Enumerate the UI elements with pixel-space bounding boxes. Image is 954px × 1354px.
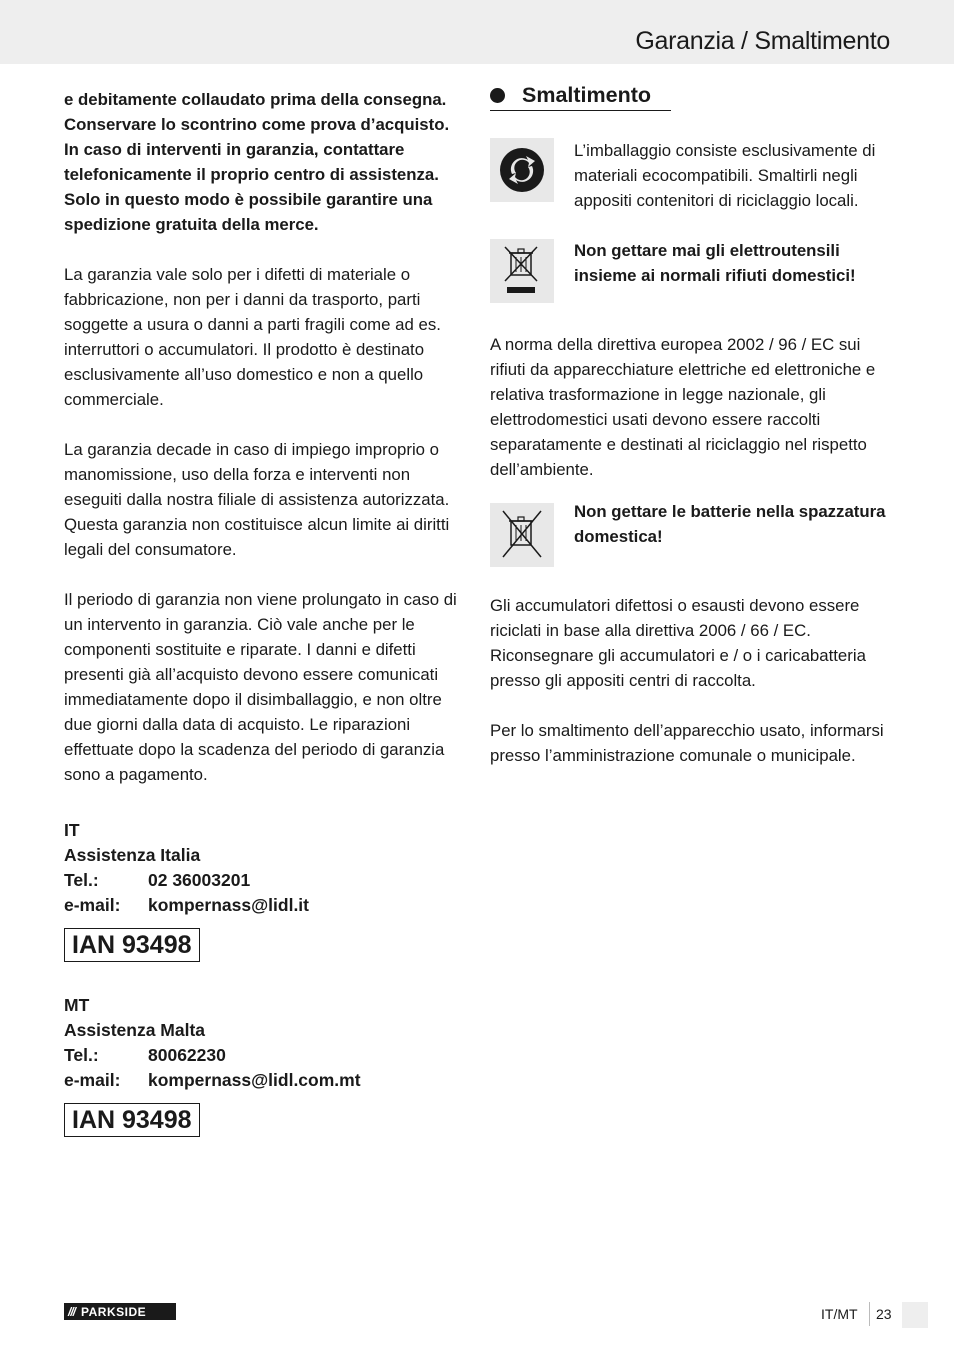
contact-malta: [64, 993, 464, 1137]
contact-country: IT: [64, 820, 80, 840]
weee-warning: Non gettare mai gli elettroutensili insieme ai normali rifiuti domestici!: [574, 241, 856, 285]
battery-block: [490, 499, 890, 567]
page-number: 23: [876, 1306, 892, 1322]
weee-text: A norma della direttiva europea 2002 / 96 / EC sui rifiuti da apparecchiature elettriche ed elettroniche e relativa trasformazione in legge nazionale, gli elettrodomestici usati devono essere raccolti separatamente e destinati al riciclaggio nel rispetto dell’ambiente.: [490, 335, 876, 479]
page-title: Garanzia / Smaltimento: [635, 27, 890, 55]
footer-tab: [902, 1302, 928, 1328]
packaging-text: L’imballaggio consiste esclusivamente di materiali ecocompatibili. Smaltirli negli appositi contenitori di riciclaggio locali.: [574, 141, 876, 210]
disposal-text: Per lo smaltimento dell’apparecchio usato, informarsi presso l’amministrazione comunale o municipale.: [490, 721, 884, 765]
left-column: [64, 87, 464, 1137]
tel-label: Tel.:: [64, 870, 99, 890]
right-column: [490, 83, 890, 768]
warranty-paragraph-1: La garanzia vale solo per i difetti di materiale o fabbricazione, non per i danni da trasporto, parti soggette a usura o danni a parti fragili come ad es. interruttori o accumulatori. Il prodotto è destinato esclusivamente all’uso domestico e non a quello commerciale.: [64, 265, 441, 409]
contact-country: MT: [64, 995, 90, 1015]
contact-name: Assistenza Italia: [64, 845, 201, 865]
bullet-icon: [490, 88, 505, 103]
packaging-block: [490, 131, 890, 213]
section-heading: [490, 83, 671, 111]
section-title: Smaltimento: [522, 83, 652, 107]
email-value: kompernass@lidl.com.mt: [148, 1070, 361, 1090]
brand-name: PARKSIDE: [81, 1304, 147, 1319]
warranty-paragraph-2: La garanzia decade in caso di impiego improprio o manomissione, uso della forza e interventi non eseguiti dalla nostra filiale di assistenza autorizzata. Questa garanzia non costituisce alcun limite ai diritti legali del consumatore.: [64, 440, 450, 559]
footer-language: IT/MT: [821, 1306, 858, 1322]
recycling-icon: [490, 138, 554, 202]
battery-text: Gli accumulatori difettosi o esausti devono essere riciclati in base alla direttiva 2006 / 66 / EC. Riconsegnare gli accumulatori e / o i caricabatteria presso gli appositi centri di raccolta.: [490, 596, 866, 690]
tel-value: 80062230: [148, 1045, 226, 1065]
intro-bold-text: e debitamente collaudato prima della consegna. Conservare lo scontrino come prova d’acquisto. In caso di interventi in garanzia, contattare telefonicamente il proprio centro di assistenza. Solo in questo modo è possibile garantire una spedizione gratuita della merce.: [64, 90, 450, 234]
footer-divider: [869, 1302, 870, 1326]
battery-warning: Non gettare le batterie nella spazzatura domestica!: [574, 502, 886, 546]
tel-label: Tel.:: [64, 1045, 99, 1065]
crossed-bin-icon: [490, 239, 554, 303]
weee-block: [490, 238, 890, 303]
ian-box: IAN 93498: [64, 1103, 200, 1137]
email-label: e-mail:: [64, 1070, 121, 1090]
tel-value: 02 36003201: [148, 870, 251, 890]
battery-bin-icon: [490, 503, 554, 567]
email-label: e-mail:: [64, 895, 121, 915]
warranty-paragraph-3: Il periodo di garanzia non viene prolungato in caso di un intervento in garanzia. Ciò vale anche per le componenti sostituite e riparate. I danni e difetti presenti già all’acquisto devono essere comunicati immediatamente dopo il disimballaggio, e non oltre due giorni dalla data di acquisto. Le riparazioni effettuate dopo la scadenza del periodo di garanzia sono a pagamento.: [64, 590, 457, 784]
ian-box: IAN 93498: [64, 928, 200, 962]
email-value: kompernass@lidl.it: [148, 895, 309, 915]
contact-italy: [64, 818, 464, 962]
parkside-logo: /// PARKSIDE: [64, 1303, 176, 1320]
contact-name: Assistenza Malta: [64, 1020, 206, 1040]
